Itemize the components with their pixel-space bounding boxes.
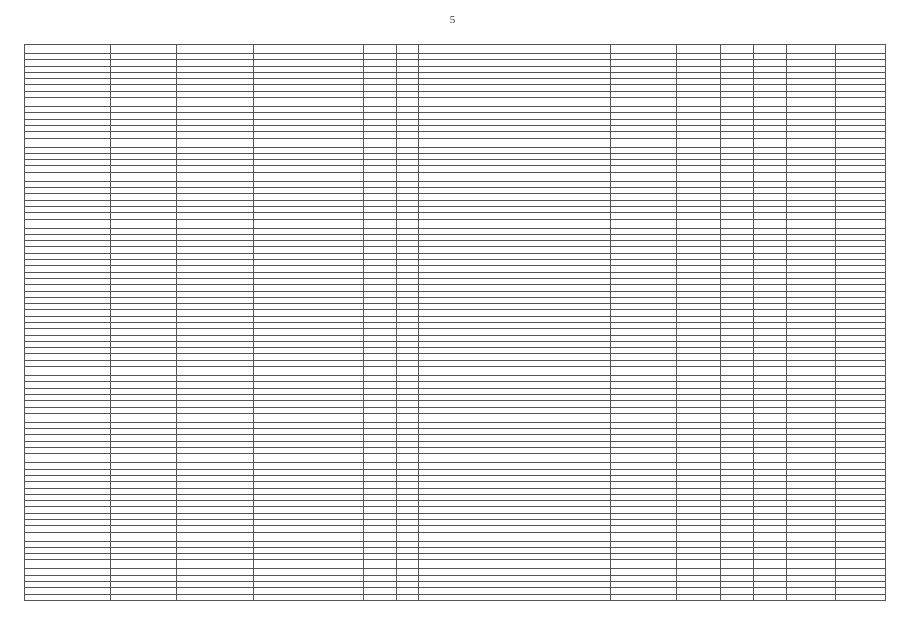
table-cell — [753, 367, 786, 376]
table-cell — [753, 98, 786, 107]
table-row — [25, 219, 886, 228]
table-row — [25, 367, 886, 376]
table-cell — [25, 532, 111, 541]
table-row — [25, 45, 886, 54]
table-cell — [786, 560, 835, 569]
table-cell — [110, 560, 176, 569]
table-cell — [677, 219, 721, 228]
table-cell — [721, 594, 754, 600]
table-cell — [611, 172, 677, 181]
table-cell — [396, 532, 418, 541]
table-cell — [418, 594, 610, 600]
table-cell — [786, 532, 835, 541]
table-cell — [25, 367, 111, 376]
table-cell — [786, 413, 835, 422]
table-cell — [25, 45, 111, 54]
table-row — [25, 532, 886, 541]
table-cell — [677, 138, 721, 147]
table-cell — [836, 413, 886, 422]
table-cell — [396, 367, 418, 376]
table-cell — [786, 98, 835, 107]
document-table-wrapper — [24, 44, 886, 601]
table-cell — [176, 454, 253, 463]
page-number: 5 — [449, 14, 456, 26]
table-cell — [418, 413, 610, 422]
table-cell — [253, 594, 363, 600]
table-cell — [253, 45, 363, 54]
table-cell — [25, 560, 111, 569]
table-cell — [721, 219, 754, 228]
table-row — [25, 454, 886, 463]
table-body — [25, 45, 886, 601]
table-cell — [176, 219, 253, 228]
table-cell — [25, 172, 111, 181]
table-cell — [836, 138, 886, 147]
table-cell — [25, 138, 111, 147]
document-table — [24, 44, 886, 601]
table-cell — [110, 454, 176, 463]
table-cell — [176, 594, 253, 600]
table-cell — [677, 454, 721, 463]
table-cell — [253, 172, 363, 181]
table-cell — [677, 560, 721, 569]
table-cell — [25, 98, 111, 107]
table-cell — [253, 532, 363, 541]
table-cell — [396, 45, 418, 54]
table-cell — [836, 219, 886, 228]
table-cell — [786, 45, 835, 54]
table-cell — [110, 594, 176, 600]
table-cell — [836, 560, 886, 569]
table-cell — [363, 45, 396, 54]
table-cell — [418, 454, 610, 463]
table-cell — [836, 367, 886, 376]
table-cell — [253, 413, 363, 422]
table-cell — [418, 98, 610, 107]
table-cell — [418, 532, 610, 541]
table-cell — [721, 138, 754, 147]
table-cell — [786, 138, 835, 147]
table-cell — [611, 138, 677, 147]
table-cell — [110, 45, 176, 54]
table-cell — [677, 172, 721, 181]
table-cell — [721, 454, 754, 463]
table-cell — [418, 367, 610, 376]
table-cell — [418, 219, 610, 228]
table-cell — [396, 172, 418, 181]
table-cell — [396, 454, 418, 463]
table-cell — [721, 45, 754, 54]
table-cell — [721, 98, 754, 107]
table-cell — [611, 454, 677, 463]
table-cell — [25, 413, 111, 422]
table-cell — [753, 532, 786, 541]
table-cell — [753, 45, 786, 54]
table-cell — [396, 98, 418, 107]
table-cell — [721, 560, 754, 569]
table-cell — [611, 560, 677, 569]
table-cell — [110, 172, 176, 181]
table-cell — [363, 98, 396, 107]
table-cell — [363, 219, 396, 228]
table-cell — [611, 532, 677, 541]
table-cell — [721, 172, 754, 181]
table-cell — [721, 532, 754, 541]
table-cell — [418, 45, 610, 54]
table-cell — [176, 367, 253, 376]
table-cell — [611, 98, 677, 107]
table-cell — [363, 454, 396, 463]
table-cell — [677, 594, 721, 600]
table-cell — [677, 45, 721, 54]
table-cell — [176, 172, 253, 181]
table-cell — [836, 454, 886, 463]
table-cell — [753, 594, 786, 600]
table-cell — [363, 138, 396, 147]
table-cell — [611, 594, 677, 600]
table-cell — [110, 367, 176, 376]
table-row — [25, 560, 886, 569]
table-cell — [836, 172, 886, 181]
table-cell — [836, 98, 886, 107]
table-cell — [253, 454, 363, 463]
table-cell — [753, 219, 786, 228]
table-cell — [253, 98, 363, 107]
table-cell — [363, 594, 396, 600]
table-cell — [418, 560, 610, 569]
table-cell — [786, 219, 835, 228]
table-cell — [753, 172, 786, 181]
table-cell — [611, 45, 677, 54]
table-cell — [110, 138, 176, 147]
table-cell — [176, 413, 253, 422]
table-cell — [611, 413, 677, 422]
table-cell — [363, 172, 396, 181]
table-cell — [721, 367, 754, 376]
table-cell — [418, 138, 610, 147]
table-cell — [786, 172, 835, 181]
table-cell — [176, 560, 253, 569]
table-cell — [786, 367, 835, 376]
table-cell — [396, 413, 418, 422]
table-cell — [836, 594, 886, 600]
table-cell — [176, 138, 253, 147]
table-cell — [176, 532, 253, 541]
table-row — [25, 138, 886, 147]
table-cell — [418, 172, 610, 181]
table-cell — [253, 138, 363, 147]
table-cell — [721, 413, 754, 422]
table-cell — [396, 560, 418, 569]
table-cell — [786, 594, 835, 600]
table-cell — [363, 367, 396, 376]
table-cell — [110, 413, 176, 422]
table-cell — [110, 98, 176, 107]
table-cell — [396, 594, 418, 600]
table-cell — [363, 560, 396, 569]
table-cell — [836, 45, 886, 54]
table-cell — [677, 367, 721, 376]
table-cell — [253, 219, 363, 228]
table-cell — [677, 98, 721, 107]
table-cell — [753, 454, 786, 463]
table-cell — [253, 560, 363, 569]
table-row — [25, 98, 886, 107]
table-cell — [836, 532, 886, 541]
table-cell — [110, 219, 176, 228]
table-cell — [176, 98, 253, 107]
table-cell — [110, 532, 176, 541]
table-cell — [611, 219, 677, 228]
table-cell — [677, 532, 721, 541]
table-cell — [786, 454, 835, 463]
table-cell — [753, 560, 786, 569]
table-cell — [677, 413, 721, 422]
table-cell — [753, 413, 786, 422]
table-row — [25, 413, 886, 422]
table-cell — [253, 367, 363, 376]
table-row — [25, 172, 886, 181]
table-row — [25, 594, 886, 600]
table-cell — [363, 532, 396, 541]
table-cell — [396, 138, 418, 147]
table-cell — [25, 594, 111, 600]
table-cell — [25, 454, 111, 463]
table-cell — [176, 45, 253, 54]
table-cell — [25, 219, 111, 228]
table-cell — [396, 219, 418, 228]
table-cell — [363, 413, 396, 422]
table-cell — [611, 367, 677, 376]
table-cell — [753, 138, 786, 147]
